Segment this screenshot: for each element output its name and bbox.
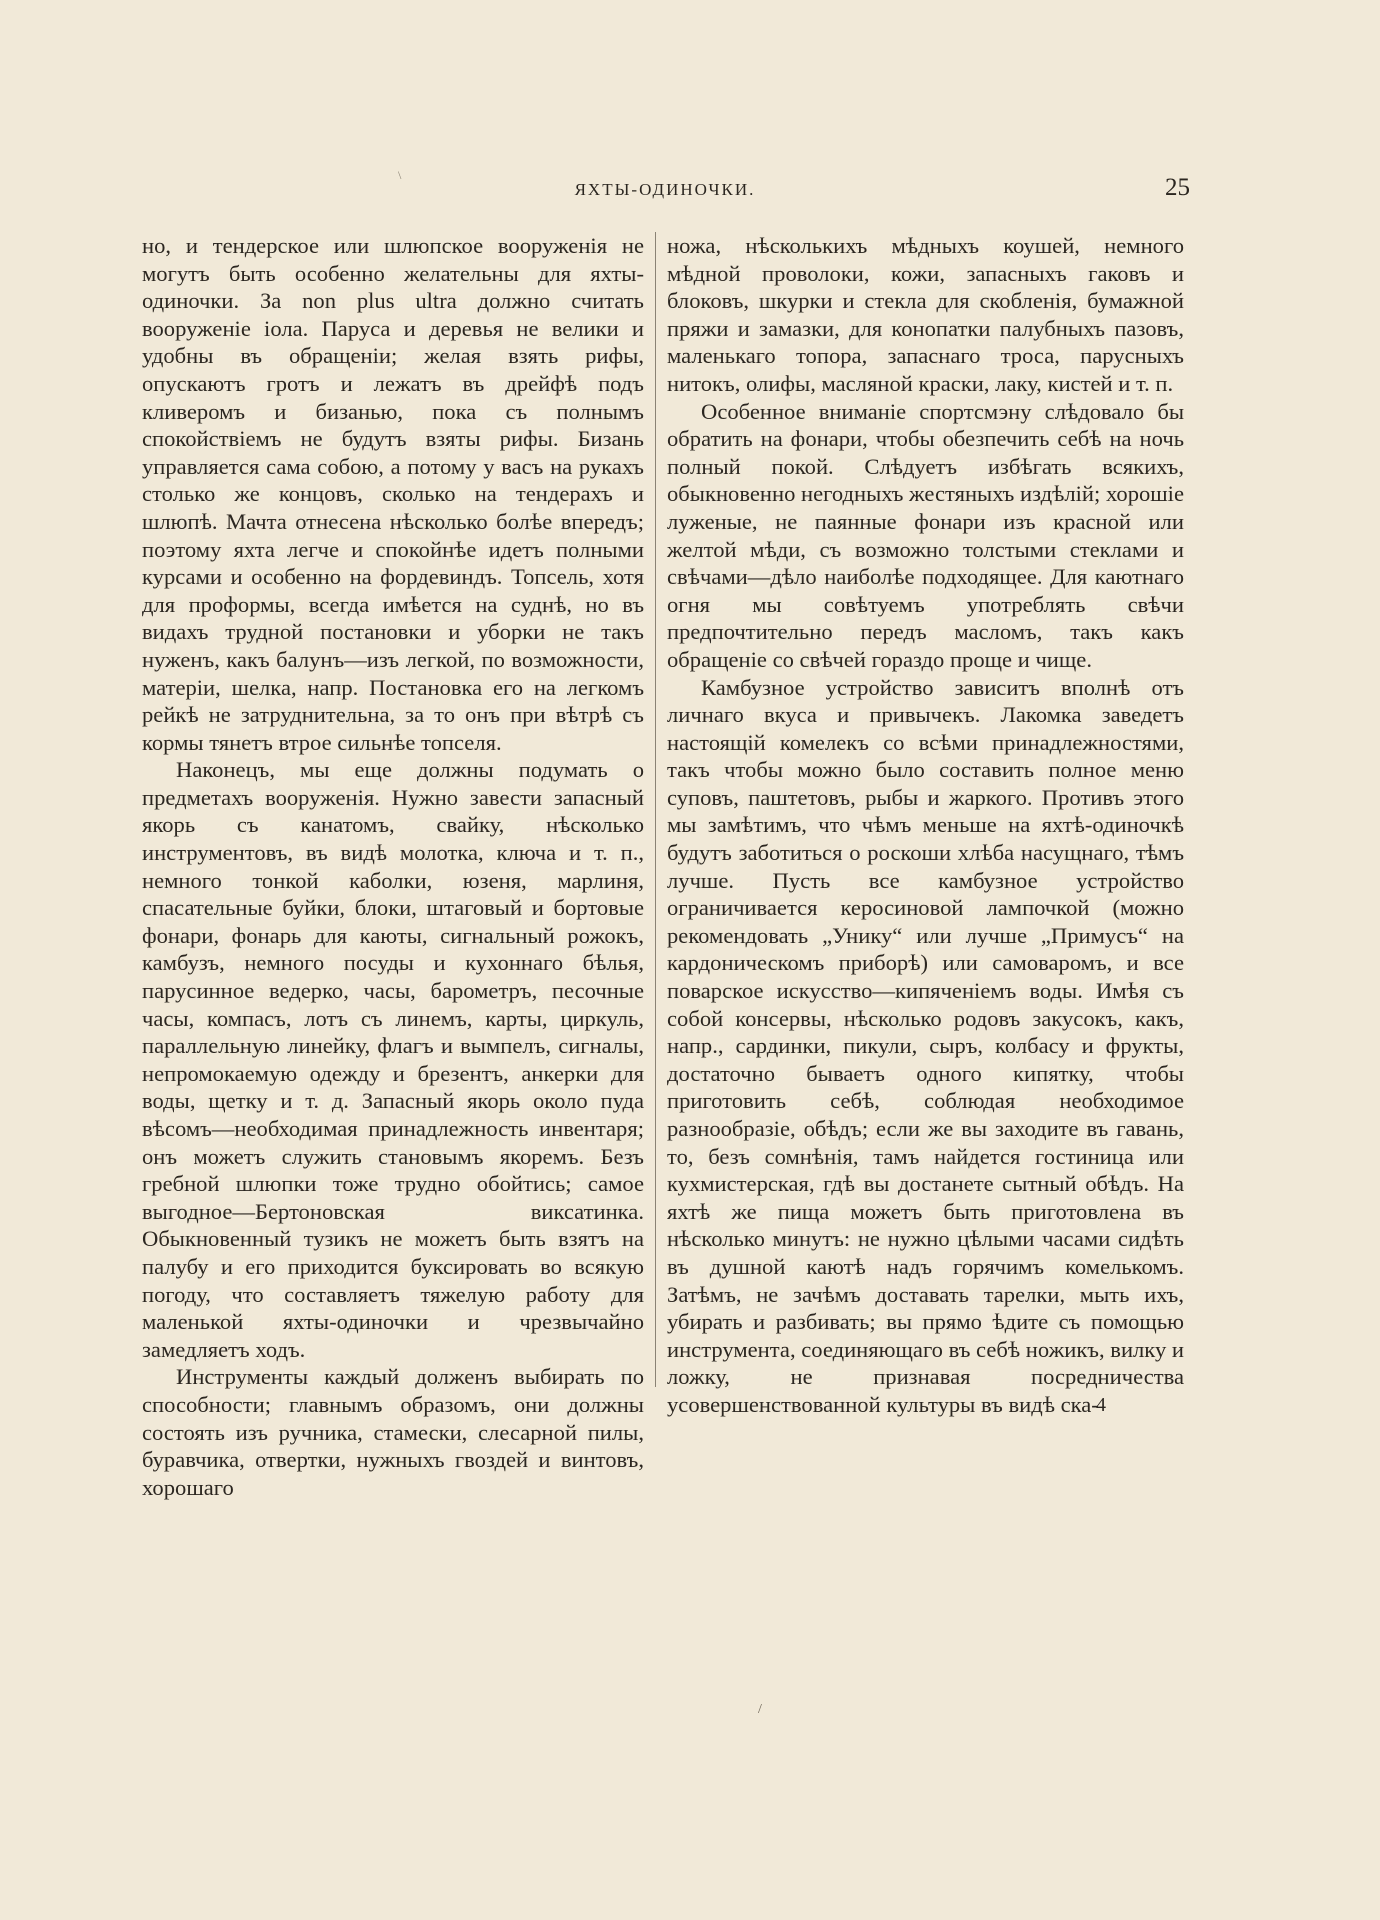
paragraph: Камбузное устройство зависитъ вполнѣ отъ личнаго вкуса и привычекъ. Лакомка заведетъ настоящій комелекъ со всѣми принадлежностями, такъ чтобы можно было составить полное меню суповъ, паштетовъ, рыбы и жаркого. Противъ этого мы замѣтимъ, что чѣмъ меньше на яхтѣ-одиночкѣ будутъ заботиться о роскоши хлѣба насущнаго, тѣмъ лучше. Пусть все камбузное устройство ограничивается керосиновой лампочкой (можно рекомендовать „Унику“ или лучше „Примусъ“ на кардоническомъ приборѣ) или самоваромъ, и все поварское искусство—кипяченіемъ воды. Имѣя съ собой консервы, нѣсколько родовъ закусокъ, какъ, напр., сардинки, пикули, сыръ, колбасу и фрукты, достаточно бываетъ одного кипятку, чтобы приготовить себѣ, соблюдая необходимое разнообразіе, обѣдъ; если же вы заходите въ гавань, то, безъ сомнѣнія, тамъ найдется гостиница или кухмистерская, гдѣ вы достанете сытный обѣдъ. На яхтѣ же пища можетъ быть приготовлена въ нѣсколько минутъ: не нужно цѣлыми часами сидѣть въ душной каютѣ надъ горячимъ комелькомъ. Затѣмъ, не зачѣмъ доставать тарелки, мыть ихъ, убирать и разбивать; вы прямо ѣдите съ помощью инструмента, соединяющаго въ себѣ ножикъ, вилку и ложку, не признавая посредничества усовершенствованной культуры въ видѣ ска-	[667, 674, 1184, 1417]
column-divider	[655, 232, 656, 1387]
stray-mark-top: \	[398, 168, 402, 182]
paragraph: но, и тендерское или шлюпское вооруженія не могутъ быть особенно желательны для яхты-одиночки. За non plus ultra должно считать вооруженіе іола. Паруса и деревья не велики и удобны въ обращеніи; желая взять рифы, опускаютъ гротъ и лежатъ въ дрейфѣ подъ кливеромъ и бизанью, пока съ полнымъ спокойствіемъ не будутъ взяты рифы. Бизань управляется сама собою, а потому у васъ на рукахъ столько же концовъ, сколько на тендерахъ и шлюпѣ. Мачта отнесена нѣсколько болѣе впередъ; поэтому яхта легче и спокойнѣе идетъ полными курсами и особенно на фордевиндъ. Топсель, хотя для проформы, всегда имѣется на суднѣ, но въ видахъ трудной постановки и уборки не такъ нуженъ, какъ балунъ—изъ легкой, по возможности, матеріи, шелка, напр. Постановка его на легкомъ рейкѣ не затруднительна, за то онъ при вѣтрѣ съ кормы тянетъ втрое сильнѣе топселя.	[142, 233, 644, 755]
running-title: ЯХТЫ-ОДИНОЧКИ.	[574, 180, 756, 199]
page-header	[140, 176, 1190, 206]
paragraph: Особенное вниманіе спортсмэну слѣдовало бы обратить на фонари, чтобы обезпечить себѣ на ночь полный покой. Слѣдуетъ избѣгать всякихъ, обыкновенно негодныхъ жестяныхъ издѣлій; хорошіе луженые, не паянные фонари изъ красной или желтой мѣди, съ возможно толстыми стеклами и свѣчами—дѣло наиболѣе подходящее. Для каютнаго огня мы совѣтуемъ употреблять свѣчи предпочтительно передъ масломъ, такъ какъ обращеніе со свѣчей гораздо проще и чище.	[667, 398, 1184, 672]
signature-mark: 4	[1096, 1394, 1106, 1416]
left-column	[142, 232, 644, 1501]
page-number: 25	[1165, 174, 1190, 201]
paragraph: Наконецъ, мы еще должны подумать о предметахъ вооруженія. Нужно завести запасный якорь съ канатомъ, свайку, нѣсколько инструментовъ, въ видѣ молотка, ключа и т. п., немного тонкой каболки, юзеня, марлиня, спасательные буйки, блоки, штаговый и бортовые фонари, фонарь для каюты, сигнальный рожокъ, камбузъ, немного посуды и кухоннаго бѣлья, парусинное ведерко, часы, барометръ, песочные часы, компасъ, лотъ съ линемъ, карты, циркуль, параллельную линейку, флагъ и вымпелъ, сигналы, непромокаемую одежду и брезентъ, анкерки для воды, щетку и т. д. Запасный якорь около пуда вѣсомъ—необходимая принадлежность инвентаря; онъ можетъ служить становымъ якоремъ. Безъ гребной шлюпки тоже трудно обойтись; самое выгодное—Бертоновская виксатинка. Обыкновенный тузикъ не можетъ быть взятъ на палубу и его приходится буксировать во всякую погоду, что составляетъ тяжелую работу для маленькой яхты-одиночки и чрезвычайно замедляетъ ходъ.	[142, 757, 644, 1362]
right-column	[667, 232, 1184, 1419]
paragraph: Инструменты каждый долженъ выбирать по способности; главнымъ образомъ, они должны состоять изъ ручника, стамески, слесарной пилы, буравчика, отвертки, нужныхъ гвоздей и винтовъ, хорошаго	[142, 1364, 644, 1500]
paragraph: ножа, нѣсколькихъ мѣдныхъ коушей, немного мѣдной проволоки, кожи, запасныхъ гаковъ и блоковъ, шкурки и стекла для скобленія, бумажной пряжи и замазки, для конопатки палубныхъ пазовъ, маленькаго топора, запаснаго троса, парусныхъ нитокъ, олифы, масляной краски, лаку, кистей и т. п.	[667, 233, 1184, 396]
stray-mark: /	[758, 1702, 762, 1717]
